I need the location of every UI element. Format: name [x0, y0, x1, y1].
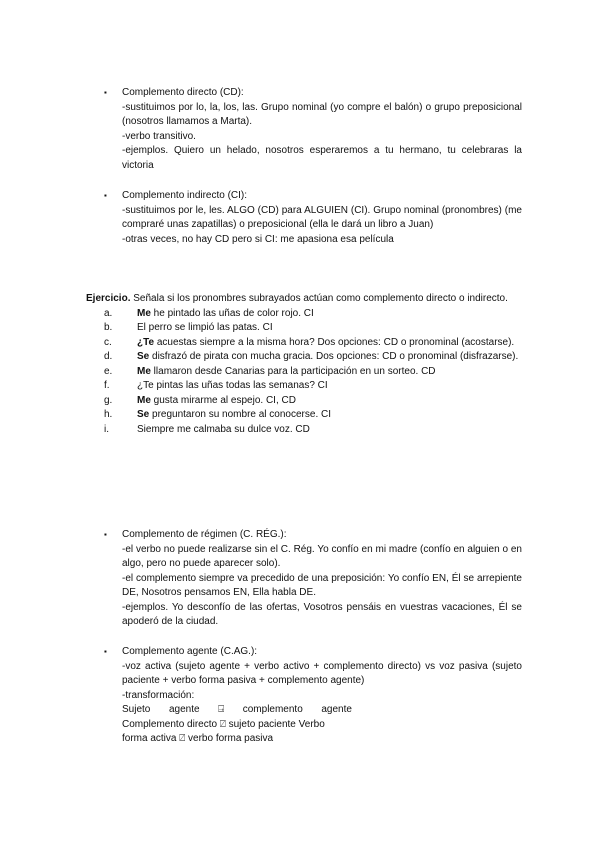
exercise-item — [86, 423, 522, 438]
item-pronoun: Se — [137, 351, 150, 362]
item-text: ¿Te pintas las uñas todas las semanas? CI — [137, 380, 328, 391]
section-line: -otras veces, no hay CD pero si CI: me apasiona esa película — [122, 233, 394, 245]
item-text: disfrazó de pirata con mucha gracia. Dos opciones: CD o pronominal (disfrazarse). — [149, 351, 519, 362]
transform-glyph: ⍈ — [218, 704, 225, 715]
section-title: Complemento directo (CD): — [122, 87, 244, 98]
transform-word: agente — [321, 704, 352, 715]
section-title: Complemento agente (C.AG.): — [122, 646, 258, 657]
exercise-item — [86, 379, 522, 394]
item-letter: b. — [104, 322, 113, 333]
section-complemento-regimen — [104, 528, 522, 630]
exercise-item — [86, 365, 522, 380]
exercise-item — [86, 350, 522, 365]
section-complemento-agente — [104, 645, 522, 747]
section-line: -transformación: — [122, 689, 195, 701]
exercise-item — [86, 408, 522, 423]
item-text: Siempre me calmaba su dulce voz. CD — [137, 423, 310, 435]
item-letter: a. — [104, 307, 113, 319]
section-complemento-indirecto — [104, 189, 522, 247]
transform-word: Sujeto — [122, 704, 151, 715]
section-line: -verbo transitivo. — [122, 130, 196, 142]
item-text: acuestas siempre a la misma hora? Dos opciones: CD o pronominal (acostarse). — [154, 336, 515, 348]
item-pronoun: Me — [137, 307, 151, 319]
transform-row: Complemento directo ⍁ sujeto paciente Verbo — [122, 718, 325, 730]
item-letter: h. — [104, 409, 113, 420]
exercise-list — [86, 307, 522, 438]
exercise-item — [86, 321, 522, 336]
section-complemento-directo — [104, 86, 522, 173]
exercise-item — [86, 336, 522, 351]
item-pronoun: Se — [137, 409, 150, 420]
item-letter: f. — [104, 380, 110, 391]
bullet-icon: ▪ — [104, 88, 107, 97]
item-pronoun: Me — [137, 394, 151, 406]
item-letter: g. — [104, 394, 113, 406]
item-letter: c. — [104, 336, 112, 348]
transform-word: complemento — [242, 704, 303, 715]
item-pronoun: ¿Te — [137, 336, 155, 348]
transform-word: agente — [168, 704, 200, 715]
item-text: preguntaron su nombre al conocerse. CI — [149, 409, 332, 420]
section-line: -el verbo no puede realizarse sin el C. Rég. Yo confío en mi madre (confío en alguien o en algo, pero no puede aparecer solo). — [122, 543, 522, 569]
item-letter: d. — [104, 351, 113, 362]
section-title: Complemento de régimen (C. RÉG.): — [122, 529, 287, 540]
item-text: he pintado las uñas de color rojo. CI — [150, 307, 314, 319]
bullet-icon: ▪ — [104, 530, 107, 539]
exercise-block — [86, 292, 522, 437]
section-line: -el complemento siempre va precedido de una preposición: Yo confío EN, Él se arrepiente DE, Nosotros pensamos EN, Ella habla DE. — [122, 572, 522, 598]
item-text: El perro se limpió las patas. CI — [137, 322, 273, 333]
item-text: llamaron desde Canarias para la participación en un sorteo. CD — [150, 365, 436, 377]
exercise-item — [86, 307, 522, 322]
bullet-icon: ▪ — [104, 191, 107, 200]
bullet-icon: ▪ — [104, 647, 107, 656]
item-pronoun: Me — [137, 365, 151, 377]
section-line: -ejemplos. Quiero un helado, nosotros esperaremos a tu hermano, tu celebraras la victoria — [122, 145, 522, 171]
exercise-instruction: Señala si los pronombres subrayados actúan como complemento directo o indirecto. — [133, 293, 508, 304]
transform-row — [122, 703, 352, 718]
exercise-heading — [86, 292, 522, 307]
section-title: Complemento indirecto (CI): — [122, 190, 248, 201]
item-letter: i. — [104, 423, 109, 435]
item-letter: e. — [104, 365, 113, 377]
section-line: -sustituimos por le, les. ALGO (CD) para ALGUIEN (CI). Grupo nominal (pronombres) (me compraré unas zapatillas) o preposicional (ella le dará un libro a Juan) — [122, 204, 522, 230]
exercise-label: Ejercicio. — [86, 293, 131, 304]
transform-row: forma activa ⍁ verbo forma pasiva — [122, 733, 274, 744]
section-line: -ejemplos. Yo desconfío de las ofertas, Vosotros pensáis en vuestras vacaciones, Él se apoderó de la ciudad. — [122, 601, 522, 627]
item-text: gusta mirarme al espejo. CI, CD — [150, 394, 296, 406]
exercise-item — [86, 394, 522, 409]
section-line: -sustituimos por lo, la, los, las. Grupo nominal (yo compre el balón) o grupo preposicional (nosotros llamamos a Marta). — [122, 101, 522, 127]
section-line: -voz activa (sujeto agente + verbo activo + complemento directo) vs voz pasiva (sujeto paciente + verbo forma pasiva + complemento agente) — [122, 660, 522, 686]
